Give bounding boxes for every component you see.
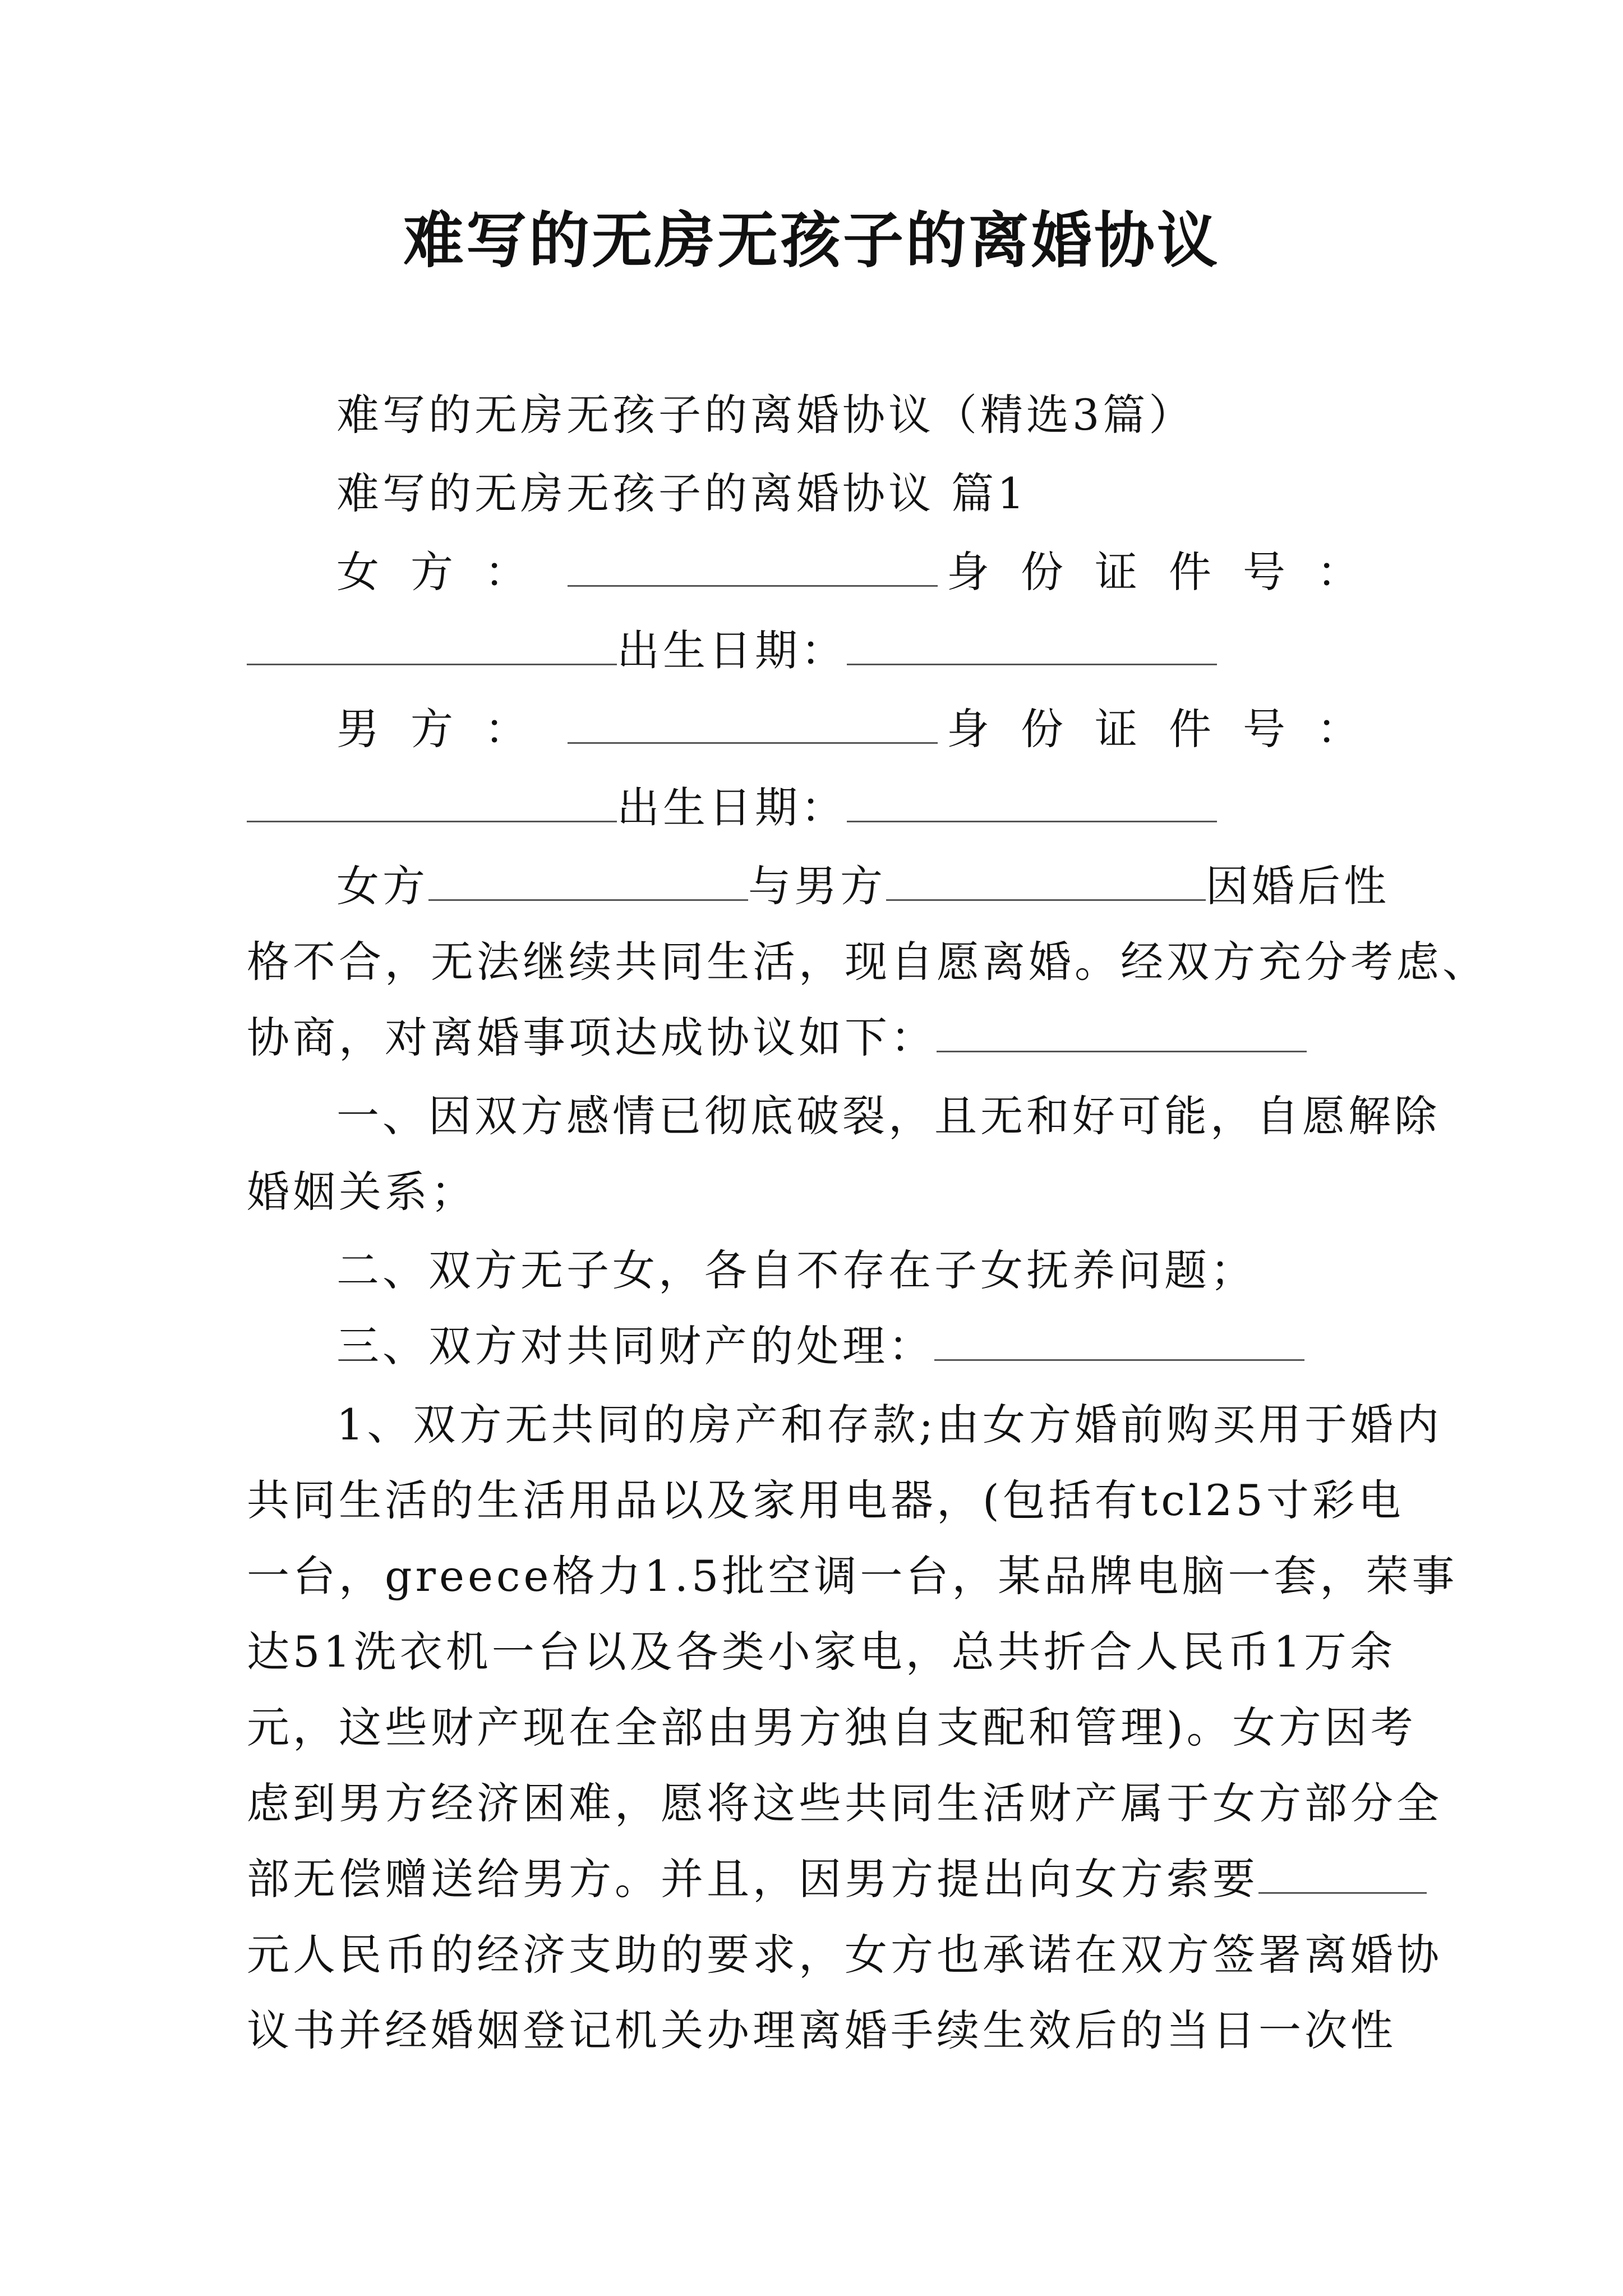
male-birth-label: 出生日期： — [617, 783, 847, 832]
para1-line-8: 元人民币的经济支助的要求，女方也承诺在双方签署离婚协 — [247, 1930, 1442, 1980]
para1-line-5: 元，这些财产现在全部由男方独自支配和管理)。女方因考 — [247, 1703, 1417, 1752]
document-subtitle: 难写的无房无孩子的离婚协议（精选3篇） — [336, 390, 1195, 440]
intro-line-2: 格不合，无法继续共同生活，现自愿离婚。经双方充分考虑、 — [247, 937, 1488, 987]
intro-female-text: 女方 — [336, 861, 428, 911]
para1-line-9: 议书并经婚姻登记机关办理离婚手续生效后的当日一次性 — [247, 2005, 1396, 2055]
female-name-blank — [568, 546, 938, 587]
item2-line: 二、双方无子女，各自不存在子女抚养问题； — [336, 1245, 1256, 1295]
document-title: 难写的无房无孩子的离婚协议 — [403, 206, 1220, 276]
female-birth-line — [247, 623, 1391, 679]
female-id-blank — [247, 624, 617, 665]
intro-agreement-blank — [937, 1011, 1307, 1052]
para1-line-7 — [247, 1851, 1391, 1907]
intro-agreement-text: 协商，对离婚事项达成协议如下： — [247, 1013, 937, 1062]
male-name-blank — [568, 703, 938, 744]
male-label: 男方： — [336, 704, 559, 754]
para1-line-3: 一台，greece格力1.5批空调一台，某品牌电脑一套，荣事 — [247, 1551, 1458, 1601]
para1-line-6: 虑到男方经济困难，愿将这些共同生活财产属于女方部分全 — [247, 1778, 1442, 1828]
female-party-line — [336, 544, 1391, 600]
item3-blank — [934, 1320, 1304, 1361]
para1-line-2: 共同生活的生活用品以及家用电器，(包括有tcl25寸彩电 — [247, 1475, 1404, 1525]
male-birth-blank — [847, 781, 1217, 822]
intro-reason-text: 因婚后性 — [1206, 861, 1390, 911]
item1-line-1: 一、因双方感情已彻底破裂，且无和好可能，自愿解除 — [336, 1091, 1440, 1141]
para1-amount-blank — [1258, 1853, 1427, 1894]
intro-line-1 — [336, 858, 1391, 914]
male-birth-line — [247, 780, 1391, 836]
item1-line-2: 婚姻关系； — [247, 1167, 477, 1217]
item3-line — [336, 1318, 1391, 1374]
female-birth-blank — [847, 624, 1217, 665]
male-id-blank — [247, 781, 617, 822]
female-label: 女方： — [336, 547, 559, 597]
male-id-label: 身份证件号： — [947, 704, 1391, 754]
section-heading: 难写的无房无孩子的离婚协议 篇1 — [336, 468, 1028, 518]
intro-female-blank — [428, 860, 748, 901]
para1-line-1: 1、双方无共同的房产和存款;由女方婚前购买用于婚内 — [336, 1400, 1442, 1450]
intro-line-3 — [247, 1010, 1391, 1066]
intro-male-text: 与男方 — [748, 861, 886, 911]
male-party-line — [336, 701, 1391, 757]
item3-text: 三、双方对共同财产的处理： — [336, 1321, 934, 1371]
para1-line-4: 达51洗衣机一台以及各类小家电，总共折合人民币1万余 — [247, 1627, 1396, 1677]
female-birth-label: 出生日期： — [617, 625, 847, 675]
female-id-label: 身份证件号： — [947, 547, 1391, 597]
para1-request-text: 部无偿赠送给男方。并且，因男方提出向女方索要 — [247, 1854, 1258, 1904]
intro-male-blank — [886, 860, 1206, 901]
